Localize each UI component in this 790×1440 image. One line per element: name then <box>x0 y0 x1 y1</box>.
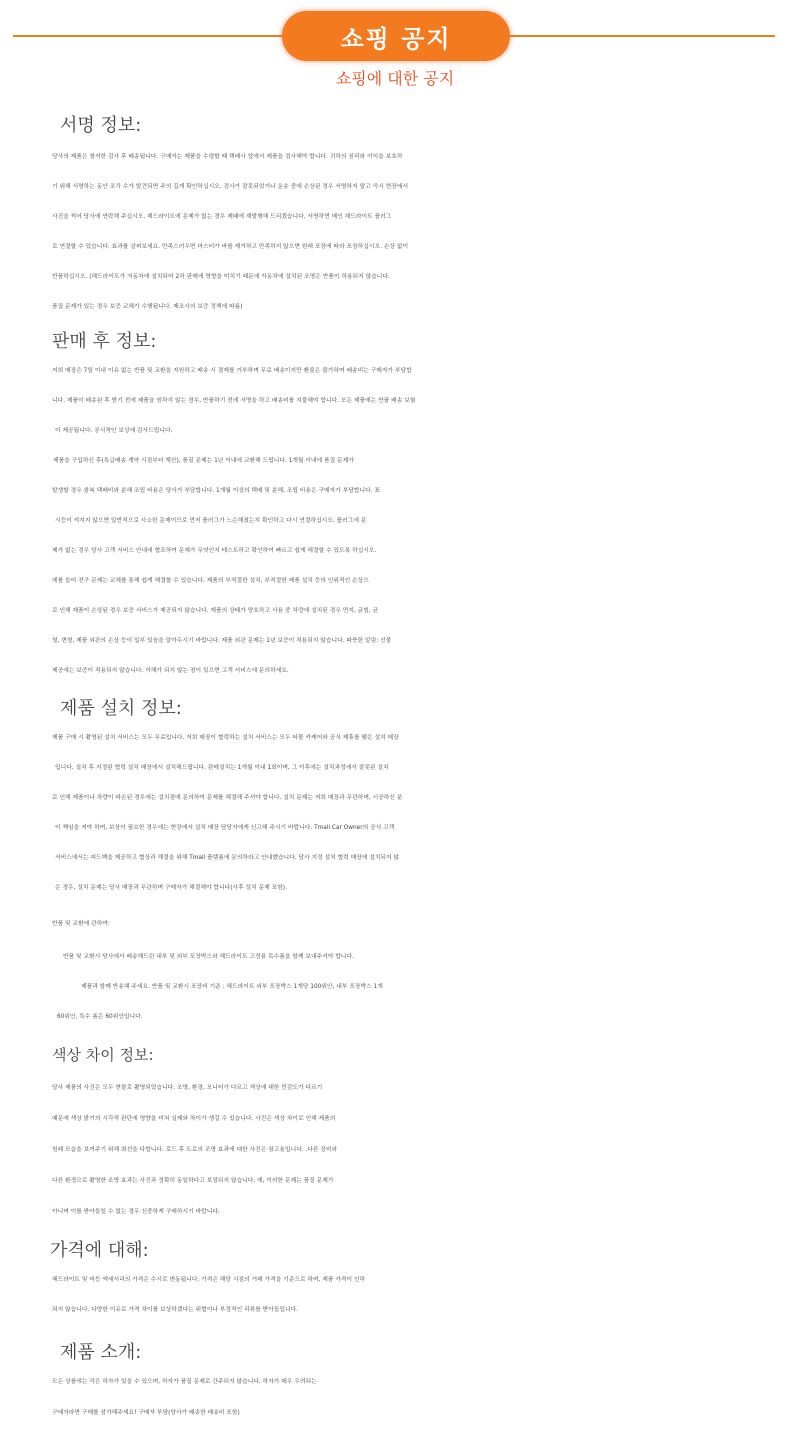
text-line: 원래 모습을 보여주기 위해 최선을 다합니다. 로드 후 도로의 조명 효과에 대한 사진은 참고용입니다. .다른 장비와 <box>52 1147 338 1153</box>
text-line: 당사 제품의 사진은 모두 현물로 촬영되었습니다. 조명, 환경, 모니터가 다르고 색상에 대한 민감도가 다르기 <box>52 1085 323 1091</box>
text-line: 입니다. 설치 후 지정된 협력 설치 매장에서 설치해드립니다. 판매설치는 1개월 이내 1회이며, 그 이후에는 설치과정에서 잘못된 설치 <box>55 765 389 771</box>
text-line: 헤드라이트 및 미등 액세서리의 가격은 수시로 변동됩니다. 가격은 해당 시점의 거래 가격을 기준으로 하며, 제품 가격이 인하 <box>52 1277 366 1283</box>
signature-paragraph <box>0 142 790 322</box>
text-line: 제공에는 보증이 적용되지 않습니다. 이해가 되지 않는 점이 있으면 고객 서비스에 문의하세요. <box>52 668 289 674</box>
after-sales-paragraph-2 <box>0 446 790 686</box>
section-title-color-difference: 색상 차이 정보: <box>52 1046 154 1064</box>
color-difference-paragraph <box>0 1073 790 1228</box>
text-line: 되지 않습니다. 다양한 이유로 가격 차이를 보상하겠다는 위협이나 부정적인 리뷰를 받아들입니다. <box>52 1307 299 1313</box>
text-line: 60위안, 특수 폼은 60위안입니다. <box>57 1014 143 1020</box>
text-line: 다른 환경으로 촬영한 조명 효과는 사진과 정확히 동일하다고 보장되지 않습니다. 예, 이러한 문제는 품질 문제가 <box>52 1178 334 1184</box>
text-line: 때문에 색상 밝기의 시각적 판단에 영향을 미쳐 실제와 차이가 생길 수 있습니다. 사진은 색상 차이로 인해 제품의 <box>52 1116 336 1122</box>
section-title-after-sales: 판매 후 정보: <box>52 331 157 352</box>
text-line: 이 제공됩니다. 공식적인 보상에 감사드립니다. <box>55 428 173 434</box>
text-line: 로 연결할 수 있습니다. 효과를 살펴보세요. 만족스러우면 마스터가 바를 제거하고 만족하지 않으면 원래 포장에 따라 포장하십시오. 손상 없이 <box>52 244 409 250</box>
text-line: 이 책임을 져야 하며, 보상이 필요한 경우에는 현장에서 설치 매장 담당자에게 신고해 주시기 바랍니다. Tmall Car Owner의 공식 고객 <box>55 825 395 831</box>
section-title-product-intro: 제품 소개: <box>60 1342 142 1363</box>
section-title-signature: 서명 정보: <box>60 115 142 136</box>
text-line: 반품 및 교환시 당사에서 배송해드린 내부 및 외부 포장박스와 헤드라이트 고정용 특수폼을 함께 보내주셔야 합니다. <box>63 954 354 960</box>
after-sales-paragraph-1 <box>0 356 790 446</box>
installation-paragraph <box>0 723 790 903</box>
text-line: 기 위해 서명하는 동안 조각 수가 발견되면 주의 깊게 확인하십시오. 검사가 잘못되었거나 운송 중에 손상된 경우 서명하지 말고 즉시 현장에서 <box>52 184 409 190</box>
text-line: 제품과 함께 반송해 주세요. 반품 및 교환시 포장비 기준 : 헤드라이트 외부 포장박스 1개당 100위안, 내부 포장박스 1개 <box>81 984 383 990</box>
product-intro-paragraph <box>0 1367 790 1429</box>
text-line: 제품을 구입하신 후(특급배송 계약 시점부터 계산), 품질 문제는 1년 이내에 교환해 드립니다. 1개월 이내에 품질 문제가 <box>53 458 354 464</box>
text-line: 구매자라면 구매를 삼가해주세요! 구매자 부담(당사가 배송한 배송비 포함) <box>52 1410 240 1416</box>
text-line: 니다. 제품이 배송된 후 받기 전에 제품을 원하지 않는 경우, 반품하기 전에 서명을 하고 배송비를 지불해야 합니다. 모든 제품에는 반품 배송 보험 <box>52 398 416 404</box>
text-line: 저희 매장은 7일 이내 이유 없는 반품 및 교환을 지원하고 배송 시 결제를 거부하며 무료 배송이지만 환불은 불가하며 배송비는 구매자가 부담합 <box>52 368 412 374</box>
text-line: 제가 없는 경우 당사 고객 서비스 안내에 협조하여 문제가 무엇인지 테스트하고 확인하여 빠르고 쉽게 해결할 수 있도록 하십시오. <box>52 548 377 554</box>
text-line: 제품 구매 시 촬영된 설치 서비스는 모두 무료입니다. 저희 매장이 협력하는 설치 서비스는 모두 티몰 카케어와 공식 제휴를 맺은 설치 매장 <box>52 735 399 741</box>
text-line: 당사의 제품은 철저한 검사 후 배송됩니다. 구매자는 제품을 수령할 때 택배사 앞에서 제품을 검사해야 합니다. 귀하의 권리와 이익을 보호하 <box>52 154 403 160</box>
section-title-price: 가격에 대해: <box>50 1240 149 1261</box>
notice-title: 쇼핑 공지 <box>282 11 510 61</box>
notice-subtitle: 쇼핑에 대한 공지 <box>335 69 455 88</box>
text-line: 사진을 찍어 당사에 연락해 주십시오. 헤드라이트에 문제가 없는 경우 제때에 재발행해 드리겠습니다. 서명하면 메인 헤드라이트 플러그 <box>52 214 392 220</box>
price-paragraph <box>0 1265 790 1325</box>
text-line: 은 경우, 설치 문제는 당사 매장과 무관하며 구매자가 해결해야 합니다(사후 설치 문제 포함). <box>55 885 287 891</box>
text-line: 시등이 켜지지 않으면 일반적으로 사소한 문제이므로 먼저 플러그가 느슨해졌는지 확인하고 다시 연결하십시오. 플러그에 문 <box>55 518 367 524</box>
text-line: 서비스에서는 피드백을 제공하고 협상과 해결을 위해 Tmall 플랫폼에 문의하라고 안내했습니다. 당사 지정 설치 협력 매장에 설치되지 않 <box>55 855 400 861</box>
returns-paragraph <box>0 942 790 1032</box>
text-line: 아니며 이를 받아들일 수 없는 경우 신중하게 구매하시기 바랍니다. <box>52 1209 220 1215</box>
text-line: 발생할 경우 왕복 택배비와 분해 조립 비용은 당사가 부담합니다. 1개월 이상의 택배 및 분해, 조립 비용은 구매자가 부담합니다. 표 <box>52 488 380 494</box>
text-line: 품질 문제가 있는 경우 보증 교체가 수행됩니다. 제조사의 보증 정책에 따름) <box>52 304 243 310</box>
text-line: 예를 들어 전구 문제는 교체를 통해 쉽게 해결할 수 있습니다. 제품의 부적절한 설치, 부적절한 제품 설치 등의 인위적인 손상으 <box>52 578 369 584</box>
text-line: 열, 변형, 제품 외관의 손상 등이 일부 있음을 알아두시기 바랍니다. 제품 외관 문제는 1년 보증이 적용되지 않습니다. 따뜻한 알림: 선물 <box>52 638 392 644</box>
returns-heading: 반품 및 교환에 관하여: <box>52 921 110 927</box>
text-line: 로 인해 제품이 손상된 경우 보증 서비스가 제공되지 않습니다. 제품의 상태가 양호하고 사용 중 차량에 설치된 경우 먼지, 긁힘, 균 <box>52 608 379 614</box>
text-line: 반품하십시오. (헤드라이트가 자동차에 설치되어 2차 판매에 영향을 미치기 때문에 자동차에 설치된 조명은 반품이 허용되지 않습니다. <box>52 274 390 280</box>
text-line: 모든 상품에는 작은 하자가 있을 수 있으며, 하자가 품질 문제로 간주되지 않습니다. 하자가 매우 우려되는 <box>52 1379 317 1385</box>
notice-header <box>0 0 790 90</box>
text-line: 로 인해 제품이나 차량이 파손된 경우에는 설치점에 문의하여 문제를 해결해 주셔야 합니다. 설치 문제는 저희 매장과 무관하며, 시공하신 분 <box>52 795 403 801</box>
returns-heading-block <box>0 909 790 939</box>
section-title-installation: 제품 설치 정보: <box>60 698 182 719</box>
